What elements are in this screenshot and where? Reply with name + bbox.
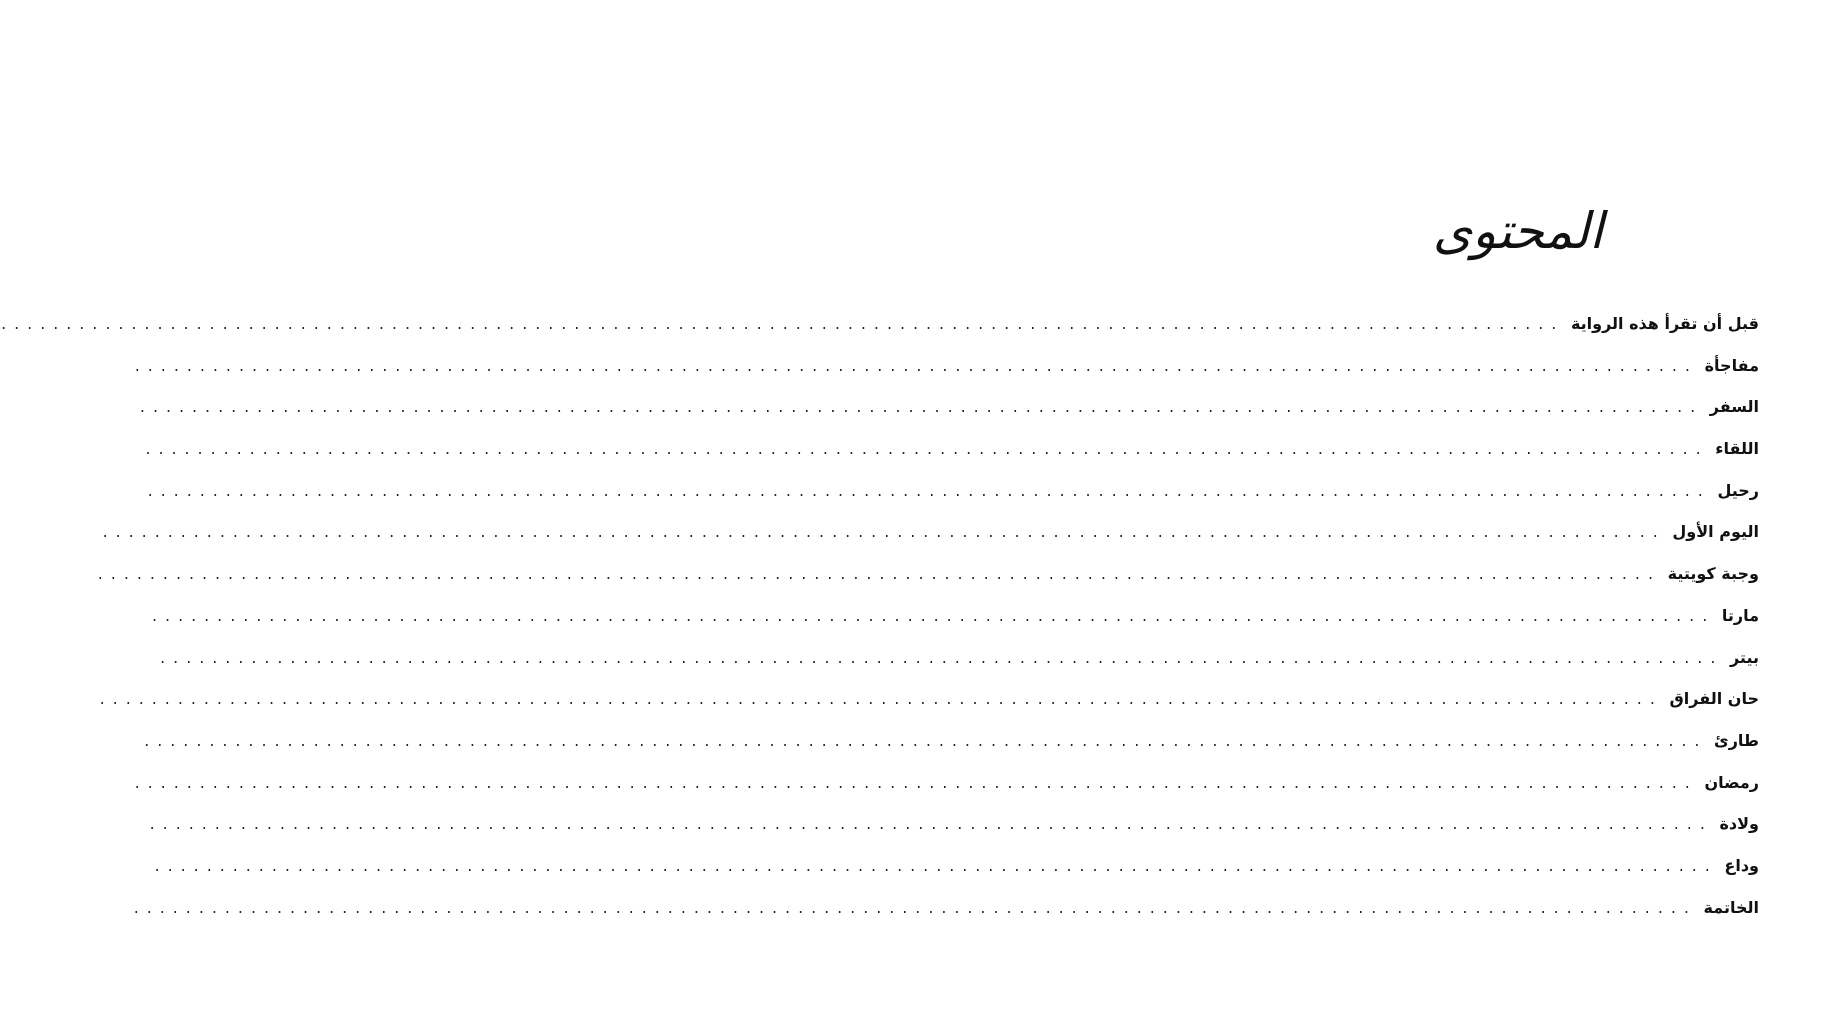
toc-entry[interactable] — [146, 473, 1759, 515]
toc-entry[interactable] — [96, 556, 1759, 598]
toc-list — [0, 306, 1759, 931]
dot-leader: ........................................................................................................................ — [101, 526, 1665, 542]
toc-entry[interactable] — [138, 389, 1759, 431]
toc-entry[interactable] — [133, 765, 1759, 807]
dot-leader: ........................................................................................................................ — [150, 609, 1714, 625]
toc-entry-label: طارئ — [1714, 730, 1759, 750]
toc-entry[interactable] — [0, 306, 1759, 348]
dot-leader: ........................................................................................................................ — [144, 443, 1708, 459]
toc-entry-label: مارتا — [1721, 605, 1759, 625]
dot-leader: ........................................................................................................................ — [98, 693, 1662, 709]
toc-entry-label: السفر — [1709, 397, 1759, 417]
toc-entry-label: وداع — [1724, 855, 1759, 875]
toc-entry[interactable] — [158, 640, 1759, 682]
toc-entry-label: حان الفراق — [1669, 689, 1759, 709]
toc-entry[interactable] — [153, 848, 1759, 890]
toc-entry[interactable] — [150, 598, 1759, 640]
dot-leader: ........................................................................................................................ — [142, 734, 1707, 750]
dot-leader: ........................................................................................................................ — [133, 359, 1697, 375]
toc-entry-label: وجبة كويتية — [1667, 564, 1759, 584]
toc-entry-label: الخاتمة — [1703, 897, 1759, 917]
toc-entry[interactable] — [132, 890, 1759, 932]
dot-leader: ........................................................................................................................ — [158, 651, 1722, 667]
dot-leader: ........................................................................................................................ — [148, 818, 1712, 834]
toc-entry-label: مفاجأة — [1704, 355, 1759, 375]
toc-entry[interactable] — [101, 514, 1759, 556]
toc-entry[interactable] — [148, 806, 1759, 848]
toc-entry[interactable] — [142, 723, 1759, 765]
dot-leader: ........................................................................................................................ — [133, 776, 1697, 792]
toc-entry-label: رمضان — [1704, 772, 1759, 792]
dot-leader: ........................................................................................................................ — [146, 484, 1710, 500]
dot-leader: ........................................................................................................................ — [96, 568, 1660, 584]
dot-leader: ........................................................................................................................ — [132, 901, 1696, 917]
dot-leader: ........................................................................................................................ — [153, 859, 1717, 875]
toc-entry[interactable] — [144, 431, 1759, 473]
toc-entry-label: اليوم الأول — [1672, 522, 1759, 542]
dot-leader: ........................................................................................................................ — [0, 318, 1563, 333]
dot-leader: ........................................................................................................................ — [138, 401, 1702, 417]
toc-title: المحتوى — [1432, 202, 1604, 260]
toc-entry-label: بيتر — [1729, 647, 1759, 667]
toc-entry[interactable] — [98, 681, 1759, 723]
toc-entry-label: رحيل — [1717, 480, 1759, 500]
toc-entry-label: اللقاء — [1715, 439, 1759, 459]
toc-entry[interactable] — [133, 348, 1759, 390]
toc-entry-label: قبل أن تقرأ هذه الرواية — [1570, 314, 1759, 333]
toc-entry-label: ولادة — [1719, 814, 1759, 834]
